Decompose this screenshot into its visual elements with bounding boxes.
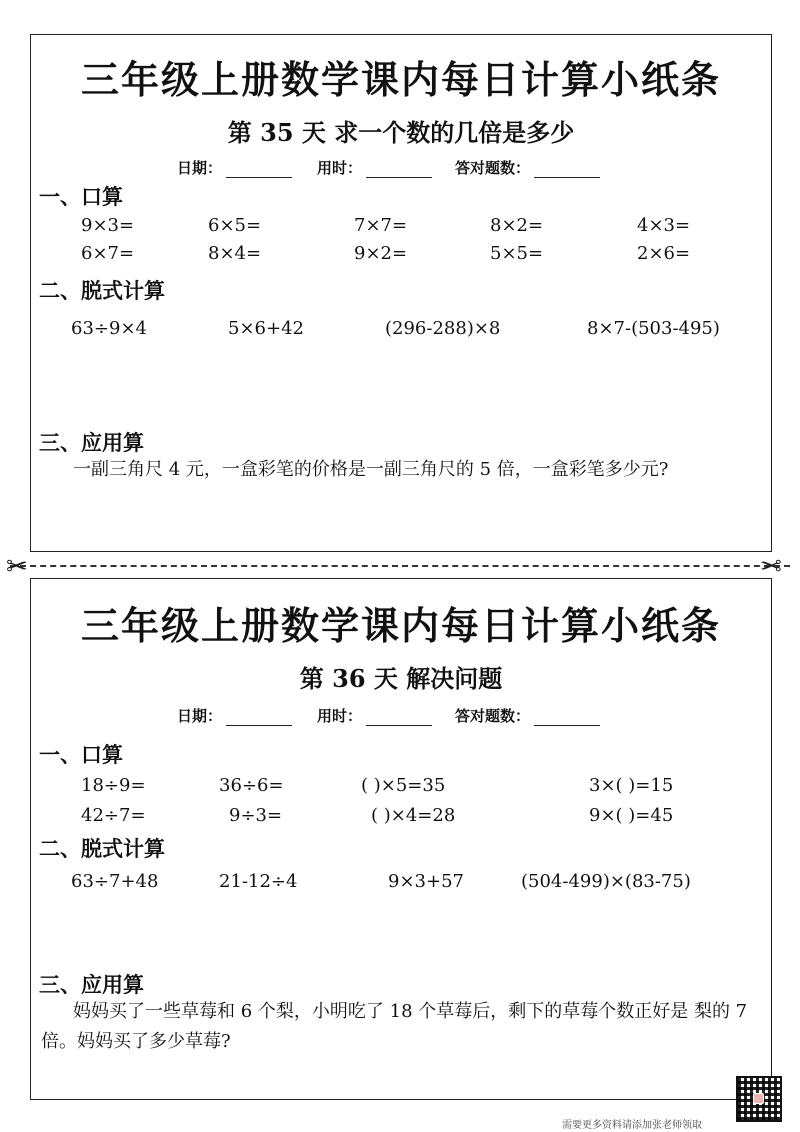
oral-problem: 6×7= <box>81 243 135 264</box>
section-application: 三、应用算 <box>39 431 144 455</box>
section-oral: 一、口算 <box>39 185 123 209</box>
oral-problem: 7×7= <box>354 215 408 236</box>
step-problem: 63÷9×4 <box>71 318 147 339</box>
step-problem: 9×3+57 <box>388 871 464 892</box>
step-problem: (296-288)×8 <box>385 318 501 339</box>
qr-avatar-icon <box>753 1093 764 1104</box>
score-blank <box>534 163 600 178</box>
time-field <box>317 705 432 726</box>
date-field <box>177 157 292 178</box>
oral-problem: 6×5= <box>208 215 262 236</box>
section-step: 二、脱式计算 <box>39 837 165 861</box>
oral-problem: 42÷7= <box>81 805 146 826</box>
score-field <box>455 157 600 178</box>
oral-problem: 9×( )=45 <box>589 805 674 826</box>
score-field <box>455 705 600 726</box>
time-blank <box>366 711 432 726</box>
worksheet-day36 <box>30 578 772 1100</box>
oral-problem: ( )×5=35 <box>361 775 446 796</box>
section-step: 二、脱式计算 <box>39 279 165 303</box>
time-field <box>317 157 432 178</box>
scissors-icon: ✂ <box>760 552 782 582</box>
section-application: 三、应用算 <box>39 973 144 997</box>
oral-problem: 4×3= <box>637 215 691 236</box>
date-label: 日期： <box>177 707 223 725</box>
oral-problem: 9×2= <box>354 243 408 264</box>
oral-problem: 36÷6= <box>219 775 284 796</box>
scissors-icon: ✂ <box>6 552 28 582</box>
date-label: 日期： <box>177 159 223 177</box>
section-oral: 一、口算 <box>39 743 123 767</box>
oral-problem: 9÷3= <box>229 805 283 826</box>
application-problem: 妈妈买了一些草莓和 6 个梨，小明吃了 18 个草莓后，剩下的草莓个数正好是 梨的 7 倍。妈妈买了多少草莓? <box>41 1001 748 1052</box>
oral-problem: 2×6= <box>637 243 691 264</box>
date-blank <box>226 163 292 178</box>
oral-problem: 5×5= <box>490 243 544 264</box>
step-problem: (504-499)×(83-75) <box>521 871 691 892</box>
score-label: 答对题数： <box>455 159 531 177</box>
step-problem: 21-12÷4 <box>219 871 298 892</box>
score-blank <box>534 711 600 726</box>
oral-problem: 18÷9= <box>81 775 146 796</box>
worksheet-title: 三年级上册数学课内每日计算小纸条 <box>80 604 721 648</box>
application-problem: 一副三角尺 4 元，一盒彩笔的价格是一副三角尺的 5 倍，一盒彩笔多少元? <box>73 459 669 480</box>
oral-problem: 8×2= <box>490 215 544 236</box>
oral-problem: 9×3= <box>81 215 135 236</box>
step-problem: 63÷7+48 <box>71 871 159 892</box>
time-label: 用时： <box>317 159 363 177</box>
oral-problem: ( )×4=28 <box>371 805 456 826</box>
worksheet-day35 <box>30 34 772 552</box>
worksheet-title: 三年级上册数学课内每日计算小纸条 <box>80 58 721 102</box>
footer-note: 需要更多资料请添加张老师领取 <box>562 1120 702 1131</box>
time-blank <box>366 163 432 178</box>
worksheet-subtitle: 第 35 天 求一个数的几倍是多少 <box>227 118 575 147</box>
worksheet-subtitle: 第 36 天 解决问题 <box>299 664 503 693</box>
date-blank <box>226 711 292 726</box>
time-label: 用时： <box>317 707 363 725</box>
cut-line <box>10 565 790 567</box>
step-problem: 8×7-(503-495) <box>587 318 720 339</box>
score-label: 答对题数： <box>455 707 531 725</box>
oral-problem: 3×( )=15 <box>589 775 674 796</box>
oral-problem: 8×4= <box>208 243 262 264</box>
step-problem: 5×6+42 <box>228 318 304 339</box>
date-field <box>177 705 292 726</box>
